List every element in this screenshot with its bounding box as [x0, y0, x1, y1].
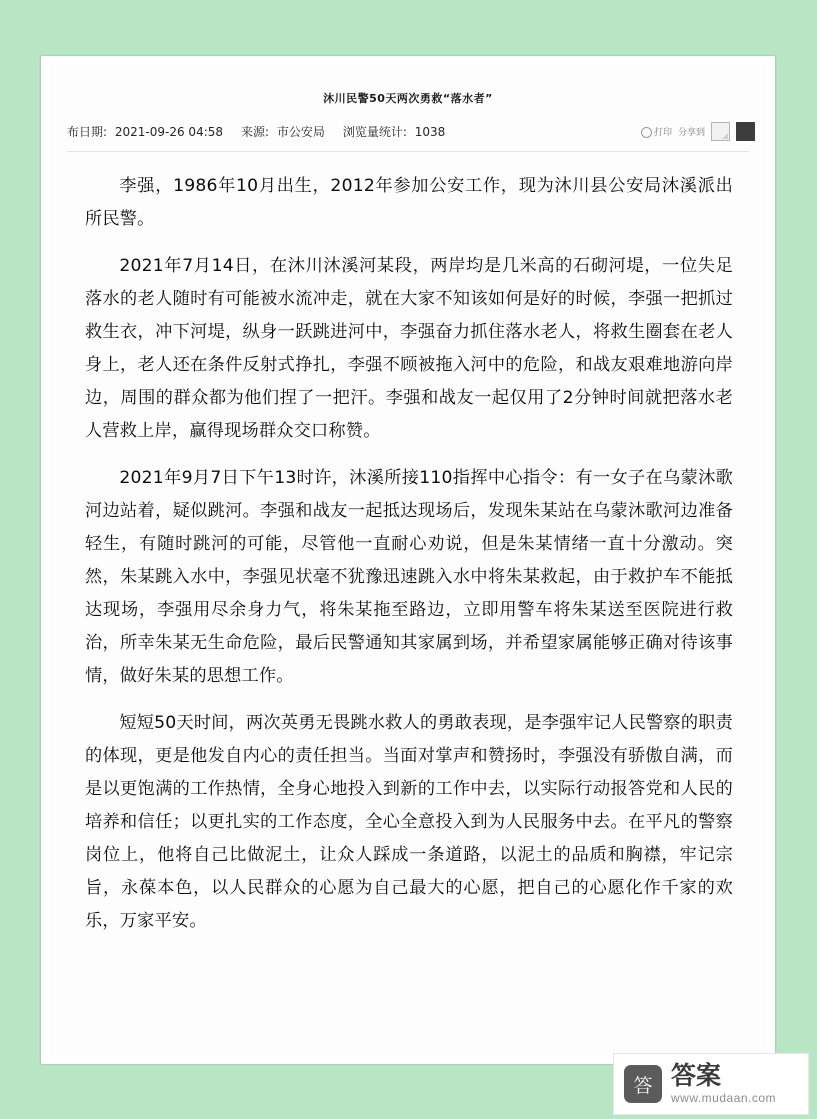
article-meta-bar	[49, 122, 767, 141]
share-label: 分享到	[677, 128, 705, 138]
share-button[interactable]	[678, 125, 705, 138]
publish-date	[67, 123, 223, 140]
view-count-value: 1038	[414, 125, 446, 139]
document-content	[49, 64, 767, 1056]
view-count-label: 浏览量统计:	[342, 125, 407, 139]
source-value: 市公安局	[276, 125, 325, 139]
print-button[interactable]	[641, 125, 672, 138]
watermark-text	[671, 1060, 777, 1106]
publish-date-value: 2021-09-26 04:58	[114, 125, 224, 139]
meta-actions	[641, 122, 755, 141]
dark-square-icon[interactable]	[736, 122, 755, 141]
watermark-url: www.mudaan.com	[671, 1091, 777, 1106]
watermark	[613, 1053, 809, 1115]
watermark-name: 答案	[671, 1060, 722, 1090]
printer-icon	[641, 127, 652, 138]
meta-divider	[67, 151, 749, 152]
paragraph: 李强，1986年10月出生，2012年参加公安工作，现为沐川县公安局沐溪派出所民警。	[85, 176, 733, 230]
article-body	[49, 170, 767, 938]
view-count	[343, 123, 445, 140]
print-label: 打印	[653, 128, 672, 138]
source-label: 来源:	[241, 125, 270, 139]
page-fold-icon[interactable]	[711, 122, 730, 141]
paragraph: 2021年7月14日，在沐川沐溪河某段，两岸均是几米高的石砌河堤，一位失足落水的老人随时有可能被水流冲走，就在大家不知该如何是好的时候，李强一把抓过救生衣，冲下河堤，纵身一跃跳进河中，李强奋力抓住落水老人，将救生圈套在老人身上，老人还在条件反射式挣扎，李强不顾被拖入河中的危险，和战友艰难地游向岸边，周围的群众都为他们捏了一把汗。李强和战友一起仅用了2分钟时间就把落水老人营救上岸，赢得现场群众交口称赞。	[85, 256, 733, 442]
document-page	[41, 56, 775, 1064]
source	[241, 123, 325, 140]
publish-date-label: 布日期:	[67, 125, 108, 139]
paragraph: 2021年9月7日下午13时许，沐溪所接110指挥中心指令：有一女子在乌蒙沐歌河边站着，疑似跳河。李强和战友一起抵达现场后，发现朱某站在乌蒙沐歌河边准备轻生，有随时跳河的可能，尽管他一直耐心劝说，但是朱某情绪一直十分激动。突然，朱某跳入水中，李强见状毫不犹豫迅速跳入水中将朱某救起，由于救护车不能抵达现场，李强用尽余身力气，将朱某拖至路边，立即用警车将朱某送至医院进行救治，所幸朱某无生命危险，最后民警通知其家属到场，并希望家属能够正确对待该事情，做好朱某的思想工作。	[85, 468, 733, 687]
article-title: 沐川民警50天两次勇救“落水者”	[323, 92, 493, 105]
paragraph: 短短50天时间，两次英勇无畏跳水救人的勇敢表现，是李强牢记人民警察的职责的体现，更是他发自内心的责任担当。当面对掌声和赞扬时，李强没有骄傲自满，而是以更饱满的工作热情，全身心地投入到新的工作中去，以实际行动报答党和人民的培养和信任；以更扎实的工作态度，全心全意投入到为人民服务中去。在平凡的警察岗位上，他将自己比做泥土，让众人踩成一条道路，以泥土的品质和胸襟，牢记宗旨，永葆本色，以人民群众的心愿为自己最大的心愿，把自己的心愿化作千家的欢乐，万家平安。	[85, 713, 733, 932]
watermark-logo-icon: 答	[624, 1065, 662, 1103]
